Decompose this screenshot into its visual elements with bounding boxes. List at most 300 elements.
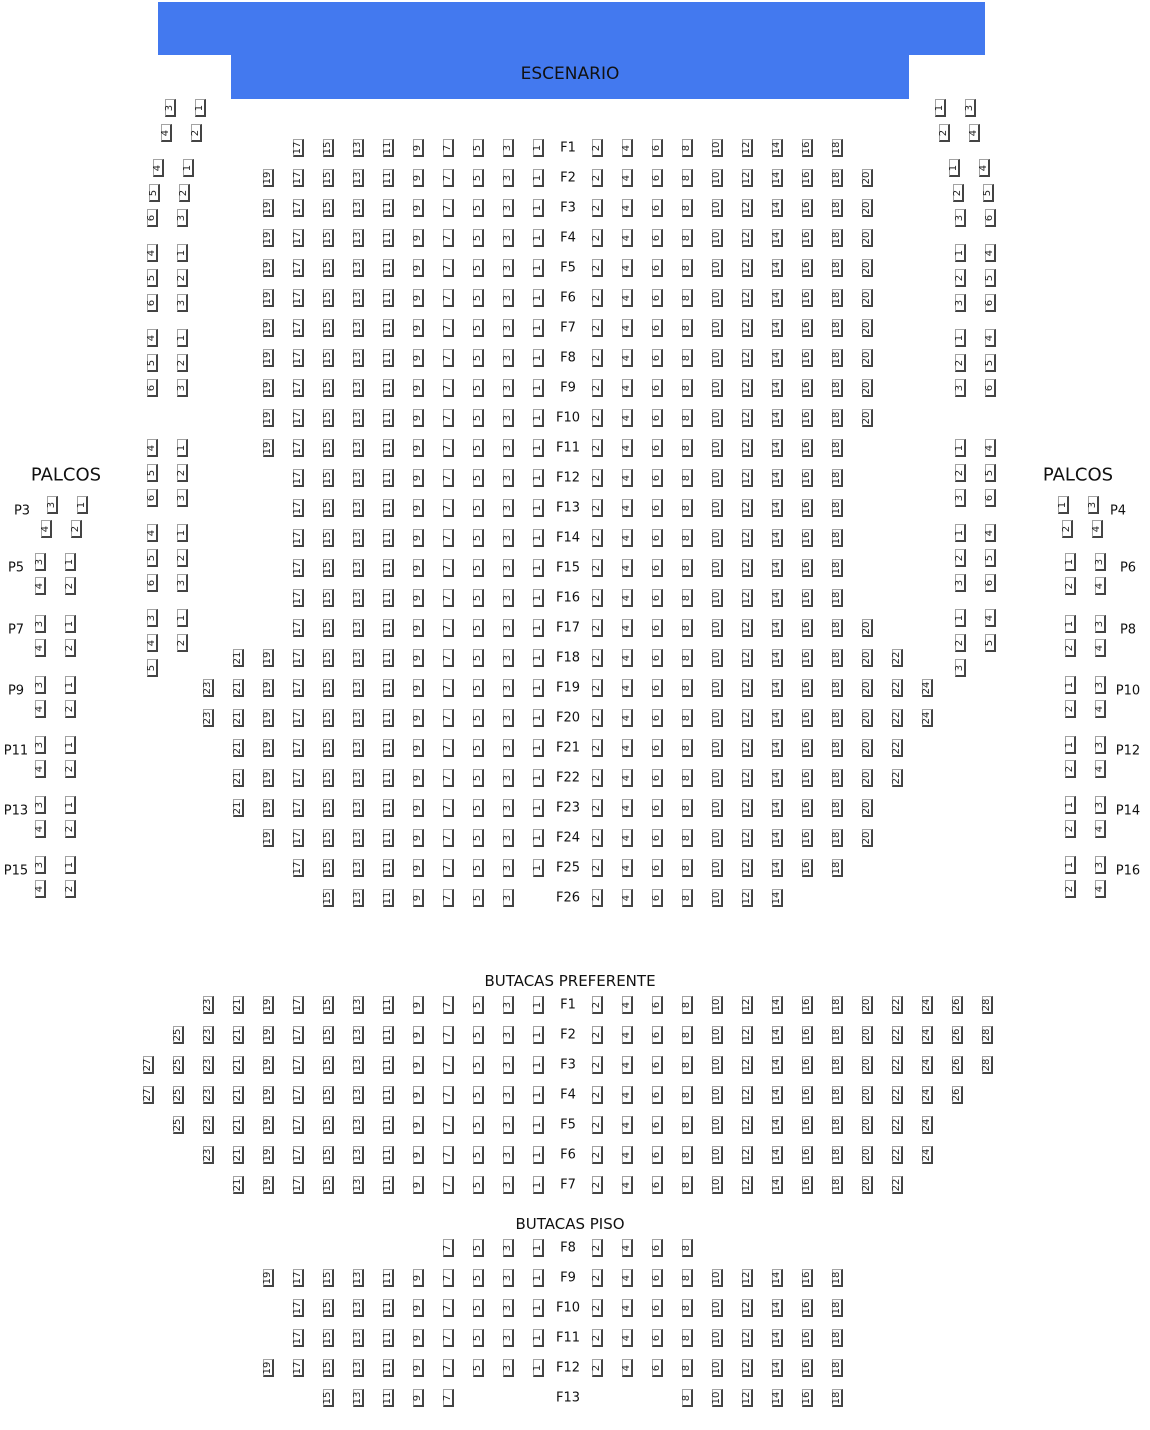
box-seat[interactable]: 3 [35, 615, 46, 633]
theater-seat[interactable]: 19 [263, 769, 274, 787]
piso-seat[interactable]: 8 [682, 1329, 693, 1347]
side-seat-right[interactable]: 2 [955, 354, 966, 372]
theater-seat[interactable]: 12 [742, 229, 753, 247]
preferente-seat[interactable]: 2 [592, 1116, 603, 1134]
preferente-seat[interactable]: 21 [233, 1026, 244, 1044]
theater-seat[interactable]: 1 [533, 679, 544, 697]
theater-seat[interactable]: 16 [802, 469, 813, 487]
theater-seat[interactable]: 7 [443, 679, 454, 697]
theater-seat[interactable]: 13 [353, 889, 364, 907]
theater-seat[interactable]: 6 [652, 679, 663, 697]
preferente-seat[interactable]: 17 [293, 996, 304, 1014]
preferente-seat[interactable]: 10 [712, 1116, 723, 1134]
theater-seat[interactable]: 2 [592, 469, 603, 487]
preferente-seat[interactable]: 18 [832, 1116, 843, 1134]
piso-seat[interactable]: 7 [443, 1269, 454, 1287]
piso-seat[interactable]: 7 [443, 1359, 454, 1377]
side-seat-left[interactable]: 6 [147, 209, 158, 227]
piso-seat[interactable]: 19 [263, 1359, 274, 1377]
theater-seat[interactable]: 17 [293, 709, 304, 727]
theater-seat[interactable]: 11 [383, 619, 394, 637]
theater-seat[interactable]: 5 [473, 409, 484, 427]
theater-seat[interactable]: 3 [503, 559, 514, 577]
theater-seat[interactable]: 5 [473, 169, 484, 187]
preferente-seat[interactable]: 27 [143, 1056, 154, 1074]
preferente-seat[interactable]: 7 [443, 996, 454, 1014]
preferente-seat[interactable]: 1 [533, 1116, 544, 1134]
theater-seat[interactable]: 12 [742, 619, 753, 637]
piso-seat[interactable]: 7 [443, 1299, 454, 1317]
theater-seat[interactable]: 17 [293, 679, 304, 697]
theater-seat[interactable]: 8 [682, 289, 693, 307]
theater-seat[interactable]: 17 [293, 139, 304, 157]
theater-seat[interactable]: 3 [503, 229, 514, 247]
piso-seat[interactable]: 17 [293, 1329, 304, 1347]
theater-seat[interactable]: 16 [802, 169, 813, 187]
box-seat[interactable]: 2 [65, 577, 76, 595]
theater-seat[interactable]: 2 [592, 619, 603, 637]
preferente-seat[interactable]: 21 [233, 1116, 244, 1134]
theater-seat[interactable]: 1 [533, 829, 544, 847]
theater-seat[interactable]: 16 [802, 829, 813, 847]
theater-seat[interactable]: 8 [682, 859, 693, 877]
theater-seat[interactable]: 16 [802, 349, 813, 367]
theater-seat[interactable]: 3 [503, 499, 514, 517]
preferente-seat[interactable]: 6 [652, 1176, 663, 1194]
side-seat-left[interactable]: 4 [147, 439, 158, 457]
theater-seat[interactable]: 12 [742, 319, 753, 337]
theater-seat[interactable]: 15 [323, 499, 334, 517]
theater-seat[interactable]: 7 [443, 799, 454, 817]
theater-seat[interactable]: 20 [862, 769, 873, 787]
preferente-seat[interactable]: 15 [323, 1176, 334, 1194]
side-seat-right[interactable]: 3 [955, 209, 966, 227]
theater-seat[interactable]: 20 [862, 709, 873, 727]
preferente-seat[interactable]: 22 [892, 1116, 903, 1134]
preferente-seat[interactable]: 26 [952, 1056, 963, 1074]
theater-seat[interactable]: 15 [323, 709, 334, 727]
theater-seat[interactable]: 20 [862, 229, 873, 247]
theater-seat[interactable]: 2 [592, 799, 603, 817]
theater-seat[interactable]: 18 [832, 199, 843, 217]
theater-seat[interactable]: 20 [862, 259, 873, 277]
side-seat-right[interactable]: 2 [955, 269, 966, 287]
theater-seat[interactable]: 17 [293, 829, 304, 847]
theater-seat[interactable]: 18 [832, 649, 843, 667]
theater-seat[interactable]: 6 [652, 499, 663, 517]
preferente-seat[interactable]: 22 [892, 1176, 903, 1194]
theater-seat[interactable]: 12 [742, 349, 753, 367]
side-seat-right[interactable]: 5 [985, 634, 996, 652]
preferente-seat[interactable]: 14 [772, 1056, 783, 1074]
piso-seat[interactable]: 5 [473, 1329, 484, 1347]
theater-seat[interactable]: 2 [592, 499, 603, 517]
preferente-seat[interactable]: 6 [652, 996, 663, 1014]
theater-seat[interactable]: 11 [383, 259, 394, 277]
preferente-seat[interactable]: 15 [323, 1086, 334, 1104]
theater-seat[interactable]: 4 [622, 289, 633, 307]
preferente-seat[interactable]: 24 [922, 996, 933, 1014]
preferente-seat[interactable]: 22 [892, 996, 903, 1014]
preferente-seat[interactable]: 14 [772, 1146, 783, 1164]
preferente-seat[interactable]: 11 [383, 1176, 394, 1194]
theater-seat[interactable]: 8 [682, 319, 693, 337]
theater-seat[interactable]: 2 [592, 319, 603, 337]
theater-seat[interactable]: 15 [323, 439, 334, 457]
theater-seat[interactable]: 9 [413, 469, 424, 487]
box-seat[interactable]: 4 [35, 760, 46, 778]
theater-seat[interactable]: 15 [323, 829, 334, 847]
box-seat[interactable]: 3 [1095, 676, 1106, 694]
theater-seat[interactable]: 7 [443, 529, 454, 547]
piso-seat[interactable]: 15 [323, 1329, 334, 1347]
theater-seat[interactable]: 10 [712, 199, 723, 217]
theater-seat[interactable]: 15 [323, 889, 334, 907]
piso-seat[interactable]: 19 [263, 1269, 274, 1287]
piso-seat[interactable]: 12 [742, 1389, 753, 1407]
theater-seat[interactable]: 6 [652, 889, 663, 907]
theater-seat[interactable]: 18 [832, 379, 843, 397]
side-seat-right[interactable]: 1 [935, 99, 946, 117]
preferente-seat[interactable]: 6 [652, 1026, 663, 1044]
theater-seat[interactable]: 2 [592, 769, 603, 787]
theater-seat[interactable]: 16 [802, 589, 813, 607]
theater-seat[interactable]: 7 [443, 709, 454, 727]
piso-seat[interactable]: 10 [712, 1359, 723, 1377]
theater-seat[interactable]: 5 [473, 439, 484, 457]
box-seat[interactable]: 3 [1095, 553, 1106, 571]
theater-seat[interactable]: 18 [832, 259, 843, 277]
theater-seat[interactable]: 5 [473, 679, 484, 697]
preferente-seat[interactable]: 16 [802, 1086, 813, 1104]
theater-seat[interactable]: 19 [263, 649, 274, 667]
theater-seat[interactable]: 3 [503, 769, 514, 787]
side-seat-right[interactable]: 6 [985, 379, 996, 397]
theater-seat[interactable]: 20 [862, 409, 873, 427]
piso-seat[interactable]: 3 [503, 1329, 514, 1347]
theater-seat[interactable]: 5 [473, 649, 484, 667]
theater-seat[interactable]: 14 [772, 799, 783, 817]
theater-seat[interactable]: 18 [832, 589, 843, 607]
theater-seat[interactable]: 3 [503, 589, 514, 607]
theater-seat[interactable]: 20 [862, 319, 873, 337]
theater-seat[interactable]: 15 [323, 739, 334, 757]
box-seat[interactable]: 4 [35, 700, 46, 718]
preferente-seat[interactable]: 3 [503, 1026, 514, 1044]
piso-seat[interactable]: 18 [832, 1269, 843, 1287]
theater-seat[interactable]: 15 [323, 529, 334, 547]
theater-seat[interactable]: 19 [263, 799, 274, 817]
theater-seat[interactable]: 2 [592, 289, 603, 307]
theater-seat[interactable]: 6 [652, 829, 663, 847]
preferente-seat[interactable]: 21 [233, 1056, 244, 1074]
theater-seat[interactable]: 9 [413, 289, 424, 307]
theater-seat[interactable]: 13 [353, 619, 364, 637]
theater-seat[interactable]: 10 [712, 589, 723, 607]
theater-seat[interactable]: 10 [712, 769, 723, 787]
preferente-seat[interactable]: 26 [952, 1026, 963, 1044]
theater-seat[interactable]: 15 [323, 679, 334, 697]
preferente-seat[interactable]: 13 [353, 1086, 364, 1104]
theater-seat[interactable]: 14 [772, 319, 783, 337]
theater-seat[interactable]: 3 [503, 139, 514, 157]
piso-seat[interactable]: 15 [323, 1389, 334, 1407]
box-seat[interactable]: 2 [1065, 760, 1076, 778]
theater-seat[interactable]: 3 [503, 529, 514, 547]
piso-seat[interactable]: 15 [323, 1299, 334, 1317]
piso-seat[interactable]: 5 [473, 1359, 484, 1377]
theater-seat[interactable]: 24 [922, 709, 933, 727]
theater-seat[interactable]: 9 [413, 139, 424, 157]
side-seat-right[interactable]: 2 [955, 464, 966, 482]
theater-seat[interactable]: 12 [742, 829, 753, 847]
preferente-seat[interactable]: 10 [712, 996, 723, 1014]
theater-seat[interactable]: 10 [712, 859, 723, 877]
theater-seat[interactable]: 6 [652, 409, 663, 427]
theater-seat[interactable]: 15 [323, 289, 334, 307]
preferente-seat[interactable]: 2 [592, 1026, 603, 1044]
theater-seat[interactable]: 5 [473, 739, 484, 757]
box-seat[interactable]: 4 [1095, 760, 1106, 778]
theater-seat[interactable]: 4 [622, 739, 633, 757]
theater-seat[interactable]: 17 [293, 289, 304, 307]
side-seat-right[interactable]: 2 [953, 184, 964, 202]
theater-seat[interactable]: 13 [353, 319, 364, 337]
side-seat-left[interactable]: 5 [147, 464, 158, 482]
theater-seat[interactable]: 8 [682, 379, 693, 397]
piso-seat[interactable]: 2 [592, 1239, 603, 1257]
preferente-seat[interactable]: 9 [413, 1026, 424, 1044]
preferente-seat[interactable]: 5 [473, 1056, 484, 1074]
theater-seat[interactable]: 13 [353, 649, 364, 667]
theater-seat[interactable]: 3 [503, 619, 514, 637]
theater-seat[interactable]: 12 [742, 439, 753, 457]
theater-seat[interactable]: 14 [772, 529, 783, 547]
box-seat[interactable]: 2 [65, 700, 76, 718]
piso-seat[interactable]: 18 [832, 1299, 843, 1317]
theater-seat[interactable]: 16 [802, 259, 813, 277]
theater-seat[interactable]: 4 [622, 529, 633, 547]
theater-seat[interactable]: 1 [533, 709, 544, 727]
theater-seat[interactable]: 7 [443, 559, 454, 577]
theater-seat[interactable]: 12 [742, 409, 753, 427]
theater-seat[interactable]: 6 [652, 649, 663, 667]
theater-seat[interactable]: 7 [443, 889, 454, 907]
theater-seat[interactable]: 6 [652, 259, 663, 277]
theater-seat[interactable]: 9 [413, 499, 424, 517]
theater-seat[interactable]: 13 [353, 709, 364, 727]
box-seat[interactable]: 1 [65, 615, 76, 633]
theater-seat[interactable]: 5 [473, 259, 484, 277]
piso-seat[interactable]: 18 [832, 1359, 843, 1377]
theater-seat[interactable]: 11 [383, 649, 394, 667]
theater-seat[interactable]: 2 [592, 559, 603, 577]
theater-seat[interactable]: 15 [323, 769, 334, 787]
theater-seat[interactable]: 9 [413, 589, 424, 607]
preferente-seat[interactable]: 23 [203, 1056, 214, 1074]
theater-seat[interactable]: 3 [503, 169, 514, 187]
theater-seat[interactable]: 2 [592, 169, 603, 187]
side-seat-right[interactable]: 5 [985, 464, 996, 482]
theater-seat[interactable]: 19 [263, 199, 274, 217]
theater-seat[interactable]: 17 [293, 619, 304, 637]
preferente-seat[interactable]: 7 [443, 1086, 454, 1104]
theater-seat[interactable]: 8 [682, 199, 693, 217]
theater-seat[interactable]: 8 [682, 589, 693, 607]
preferente-seat[interactable]: 3 [503, 996, 514, 1014]
theater-seat[interactable]: 4 [622, 589, 633, 607]
preferente-seat[interactable]: 20 [862, 996, 873, 1014]
preferente-seat[interactable]: 10 [712, 1056, 723, 1074]
theater-seat[interactable]: 11 [383, 799, 394, 817]
preferente-seat[interactable]: 11 [383, 1056, 394, 1074]
preferente-seat[interactable]: 5 [473, 1026, 484, 1044]
theater-seat[interactable]: 1 [533, 799, 544, 817]
theater-seat[interactable]: 14 [772, 379, 783, 397]
theater-seat[interactable]: 12 [742, 169, 753, 187]
theater-seat[interactable]: 16 [802, 649, 813, 667]
theater-seat[interactable]: 3 [503, 679, 514, 697]
preferente-seat[interactable]: 24 [922, 1146, 933, 1164]
theater-seat[interactable]: 20 [862, 199, 873, 217]
theater-seat[interactable]: 10 [712, 529, 723, 547]
theater-seat[interactable]: 13 [353, 799, 364, 817]
preferente-seat[interactable]: 12 [742, 996, 753, 1014]
theater-seat[interactable]: 3 [503, 859, 514, 877]
theater-seat[interactable]: 10 [712, 619, 723, 637]
piso-seat[interactable]: 1 [533, 1269, 544, 1287]
theater-seat[interactable]: 1 [533, 349, 544, 367]
theater-seat[interactable]: 6 [652, 559, 663, 577]
box-seat[interactable]: 4 [1095, 639, 1106, 657]
theater-seat[interactable]: 8 [682, 469, 693, 487]
theater-seat[interactable]: 20 [862, 829, 873, 847]
preferente-seat[interactable]: 3 [503, 1116, 514, 1134]
box-seat[interactable]: 4 [35, 880, 46, 898]
preferente-seat[interactable]: 13 [353, 1026, 364, 1044]
preferente-seat[interactable]: 13 [353, 1146, 364, 1164]
preferente-seat[interactable]: 14 [772, 1116, 783, 1134]
preferente-seat[interactable]: 7 [443, 1146, 454, 1164]
side-seat-left[interactable]: 1 [177, 609, 188, 627]
piso-seat[interactable]: 4 [622, 1269, 633, 1287]
theater-seat[interactable]: 12 [742, 769, 753, 787]
side-seat-left[interactable]: 2 [177, 634, 188, 652]
theater-seat[interactable]: 13 [353, 829, 364, 847]
theater-seat[interactable]: 11 [383, 529, 394, 547]
side-seat-left[interactable]: 3 [177, 379, 188, 397]
theater-seat[interactable]: 14 [772, 199, 783, 217]
preferente-seat[interactable]: 19 [263, 1176, 274, 1194]
side-seat-right[interactable]: 1 [949, 159, 960, 177]
piso-seat[interactable]: 11 [383, 1389, 394, 1407]
theater-seat[interactable]: 4 [622, 319, 633, 337]
theater-seat[interactable]: 2 [592, 379, 603, 397]
preferente-seat[interactable]: 7 [443, 1116, 454, 1134]
theater-seat[interactable]: 15 [323, 859, 334, 877]
preferente-seat[interactable]: 5 [473, 1146, 484, 1164]
preferente-seat[interactable]: 21 [233, 996, 244, 1014]
preferente-seat[interactable]: 18 [832, 1086, 843, 1104]
theater-seat[interactable]: 4 [622, 199, 633, 217]
preferente-seat[interactable]: 12 [742, 1086, 753, 1104]
theater-seat[interactable]: 10 [712, 739, 723, 757]
theater-seat[interactable]: 20 [862, 619, 873, 637]
box-seat[interactable]: 2 [1065, 639, 1076, 657]
preferente-seat[interactable]: 10 [712, 1086, 723, 1104]
theater-seat[interactable]: 13 [353, 499, 364, 517]
preferente-seat[interactable]: 7 [443, 1026, 454, 1044]
theater-seat[interactable]: 18 [832, 469, 843, 487]
piso-seat[interactable]: 8 [682, 1299, 693, 1317]
side-seat-left[interactable]: 4 [147, 634, 158, 652]
box-seat[interactable]: 1 [65, 856, 76, 874]
preferente-seat[interactable]: 24 [922, 1086, 933, 1104]
side-seat-right[interactable]: 5 [985, 269, 996, 287]
theater-seat[interactable]: 17 [293, 229, 304, 247]
preferente-seat[interactable]: 1 [533, 996, 544, 1014]
theater-seat[interactable]: 17 [293, 439, 304, 457]
theater-seat[interactable]: 1 [533, 289, 544, 307]
theater-seat[interactable]: 22 [892, 739, 903, 757]
theater-seat[interactable]: 9 [413, 709, 424, 727]
theater-seat[interactable]: 1 [533, 409, 544, 427]
theater-seat[interactable]: 15 [323, 169, 334, 187]
theater-seat[interactable]: 2 [592, 439, 603, 457]
theater-seat[interactable]: 7 [443, 229, 454, 247]
theater-seat[interactable]: 11 [383, 349, 394, 367]
piso-seat[interactable]: 14 [772, 1389, 783, 1407]
theater-seat[interactable]: 14 [772, 829, 783, 847]
preferente-seat[interactable]: 17 [293, 1176, 304, 1194]
theater-seat[interactable]: 8 [682, 829, 693, 847]
side-seat-right[interactable]: 3 [955, 659, 966, 677]
piso-seat[interactable]: 15 [323, 1269, 334, 1287]
preferente-seat[interactable]: 26 [952, 1086, 963, 1104]
theater-seat[interactable]: 9 [413, 619, 424, 637]
theater-seat[interactable]: 7 [443, 319, 454, 337]
preferente-seat[interactable]: 1 [533, 1176, 544, 1194]
theater-seat[interactable]: 7 [443, 619, 454, 637]
theater-seat[interactable]: 11 [383, 229, 394, 247]
theater-seat[interactable]: 17 [293, 769, 304, 787]
theater-seat[interactable]: 16 [802, 679, 813, 697]
side-seat-right[interactable]: 4 [969, 124, 980, 142]
theater-seat[interactable]: 4 [622, 559, 633, 577]
preferente-seat[interactable]: 28 [982, 1026, 993, 1044]
preferente-seat[interactable]: 23 [203, 1146, 214, 1164]
preferente-seat[interactable]: 8 [682, 1176, 693, 1194]
box-seat[interactable]: 3 [1095, 856, 1106, 874]
preferente-seat[interactable]: 16 [802, 1026, 813, 1044]
theater-seat[interactable]: 3 [503, 349, 514, 367]
theater-seat[interactable]: 19 [263, 709, 274, 727]
piso-seat[interactable]: 5 [473, 1239, 484, 1257]
theater-seat[interactable]: 6 [652, 229, 663, 247]
box-seat[interactable]: 1 [1065, 796, 1076, 814]
theater-seat[interactable]: 16 [802, 559, 813, 577]
theater-seat[interactable]: 2 [592, 259, 603, 277]
preferente-seat[interactable]: 8 [682, 1146, 693, 1164]
piso-seat[interactable]: 13 [353, 1329, 364, 1347]
theater-seat[interactable]: 18 [832, 169, 843, 187]
side-seat-right[interactable]: 5 [983, 184, 994, 202]
piso-seat[interactable]: 3 [503, 1239, 514, 1257]
piso-seat[interactable]: 10 [712, 1299, 723, 1317]
theater-seat[interactable]: 12 [742, 559, 753, 577]
side-seat-left[interactable]: 3 [177, 574, 188, 592]
theater-seat[interactable]: 1 [533, 739, 544, 757]
